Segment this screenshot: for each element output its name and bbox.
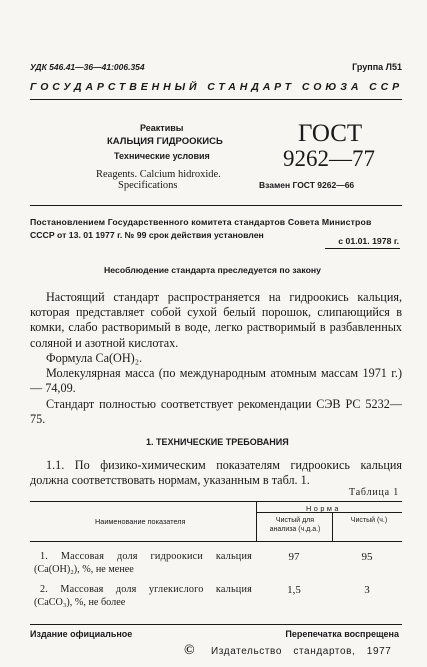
title-kind: Реактивы	[140, 123, 184, 133]
copyright-icon: ©	[184, 643, 195, 658]
decree-line-1: Постановлением Государственного комитета стандартов Совета Министров	[30, 217, 372, 227]
table-header-bottom	[30, 541, 402, 542]
banner: ГОСУДАРСТВЕННЫЙ СТАНДАРТ СОЮЗА ССР	[30, 81, 404, 93]
reprint-notice: Перепечатка воспрещена	[285, 629, 399, 639]
header-analytical-grade: Чистый для анализа (ч.д.а.)	[269, 517, 321, 533]
decree-date-underline	[325, 248, 400, 249]
header-pure-grade: Чистый (ч.)	[350, 517, 388, 524]
intro-paragraph: Настоящий стандарт распространяется на гидроокись кальция, которая представляет собой сухой белый порошок, слипающийся в комки, слабо растворимый в воде, легко растворимый в разбавленных соляной и азотной кислотах.	[30, 290, 402, 350]
title-name: КАЛЬЦИЯ ГИДРООКИСЬ	[107, 136, 223, 147]
udk-code: УДК 546.41—36—41:006.354	[30, 62, 145, 72]
title-english-1: Reagents. Calcium hidroxide.	[96, 169, 221, 180]
header-norm: Норма	[306, 504, 341, 513]
molecular-mass: Молекулярная масса (по международным атомным массам 1971 г.) — 74,09.	[30, 366, 402, 396]
title-divider	[30, 205, 402, 206]
section-paragraph: 1.1. По физико-химическим показателям гидроокись кальция должна соответствовать нормам, указанным в табл. 1.	[30, 458, 402, 488]
official-edition: Издание официальное	[30, 629, 133, 639]
row-1-label-1: 1. Массовая доля гидроокиси кальция	[40, 551, 252, 562]
decree-date: с 01.01. 1978 г.	[338, 236, 399, 246]
gost-number: 9262—77	[283, 146, 375, 171]
row-1-pure: 95	[361, 551, 373, 563]
formula: Формула Са(ОН)₂.	[46, 351, 142, 365]
replaces-note: Взамен ГОСТ 9262—66	[259, 180, 355, 190]
row-1-label-2: (Са(ОН)₂), %, не менее	[34, 564, 134, 575]
title-conditions: Технические условия	[114, 151, 210, 161]
table-caption: Таблица 1	[349, 487, 399, 498]
row-2-label-2: (СаСО₃), %, не более	[34, 597, 126, 608]
decree-line-2: СССР от 13. 01 1977 г. № 99 срок действия установлен	[30, 230, 264, 240]
table-col-divider-2	[332, 512, 333, 541]
legal-warning: Несоблюдение стандарта преследуется по закону	[104, 265, 321, 275]
cmea-paragraph: Стандарт полностью соответствует рекомендации СЭВ РС 5232—75.	[30, 397, 402, 427]
row-1-analytical: 97	[288, 551, 300, 563]
banner-underline	[30, 99, 402, 100]
group-code: Группа Л51	[352, 62, 402, 72]
footer-rule	[30, 624, 402, 625]
table-col-divider-1	[256, 501, 257, 541]
gost-label: ГОСТ	[298, 120, 363, 147]
publisher-copyright: Издательство стандартов, 1977	[211, 646, 392, 657]
table-top-border	[30, 501, 402, 502]
row-2-analytical: 1,5	[287, 584, 301, 596]
row-2-label-1: 2. Массовая доля углекислого кальция	[40, 584, 252, 595]
row-2-pure: 3	[364, 584, 370, 596]
header-indicator: Наименование показателя	[95, 517, 186, 526]
section-title: 1. ТЕХНИЧЕСКИЕ ТРЕБОВАНИЯ	[146, 437, 289, 447]
title-english-2: Specifications	[118, 180, 178, 191]
